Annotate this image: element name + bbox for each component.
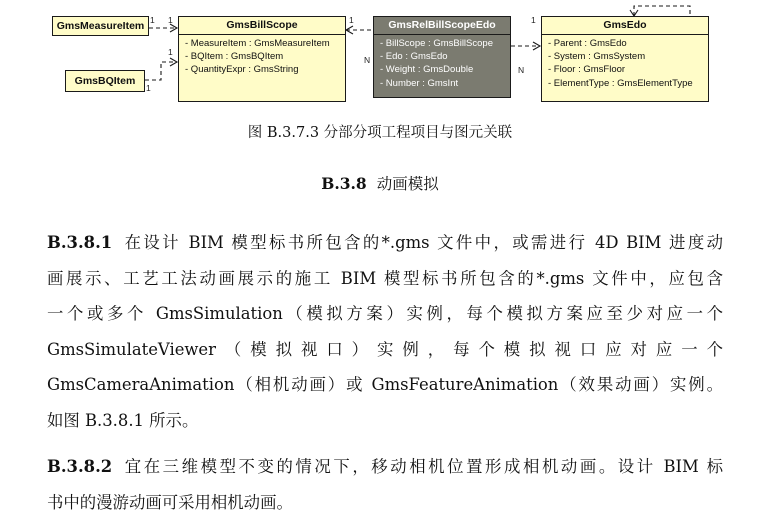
uml-attribute-list (179, 35, 345, 79)
uml-attribute: - BQItem : GmsBQItem (185, 51, 284, 63)
multiplicity-label: 1 (349, 15, 354, 25)
uml-class-gms-bq-item (65, 70, 145, 92)
figure-caption: 图 B.3.7.3 分部分项工程项目与图元关联 (247, 125, 513, 141)
uml-attribute: - ElementType : GmsElementType (548, 77, 693, 89)
uml-class-gms-measure-item (52, 16, 149, 36)
clause-number: B.3.8.1 (47, 233, 113, 252)
uml-attribute: - QuantityExpr : GmsString (185, 64, 299, 76)
multiplicity-label: 1 (168, 15, 173, 25)
multiplicity-label: N (518, 65, 525, 75)
uml-class-name: GmsMeasureItem (56, 19, 145, 32)
multiplicity-label: 1 (146, 83, 151, 93)
uml-class-gms-bill-scope (178, 16, 346, 102)
paragraph-line: 书中的漫游动画可采用相机动画。 (47, 492, 293, 512)
section-heading (0, 172, 760, 194)
uml-attribute: - MeasureItem : GmsMeasureItem (185, 38, 330, 49)
uml-attribute-list (374, 35, 510, 92)
clause-paragraph (47, 449, 723, 520)
uml-class-gms-edo (541, 16, 709, 102)
multiplicity-label: 1 (168, 47, 173, 57)
paragraph-line (47, 225, 723, 261)
paragraph-text: 在设计 BIM 模型标书所包含的*.gms 文件中，或需进行 4D BIM 进度动 (122, 233, 723, 252)
paragraph-line: 如图 B.3.8.1 所示。 (47, 410, 199, 430)
uml-attribute: - Weight : GmsDouble (380, 64, 474, 76)
multiplicity-label: N (364, 55, 371, 65)
uml-class-name: GmsEdo (542, 17, 708, 35)
paragraph-line: 画展示、工艺工法动画展示的施工 BIM 模型标书所包含的*.gms 文件中，应包含 (47, 268, 723, 288)
uml-attribute: - BillScope : GmsBillScope (380, 38, 493, 49)
paragraph-text: 宜在三维模型不变的情况下，移动相机位置形成相机动画。设计 BIM 标 (122, 457, 723, 476)
clause-number: B.3.8.2 (47, 457, 113, 476)
paragraph-line: GmsSimulateViewer（模拟视口）实例，每个模拟视口应对应一个 (47, 339, 723, 359)
uml-class-name: GmsBillScope (179, 17, 345, 35)
uml-attribute: - Edo : GmsEdo (380, 51, 448, 63)
section-title: 动画模拟 (376, 175, 439, 193)
paragraph-line: 一个或多个 GmsSimulation（模拟方案）实例，每个模拟方案应至少对应一个 (47, 304, 723, 323)
paragraph-line (47, 449, 723, 485)
uml-attribute: - System : GmsSystem (548, 51, 646, 63)
uml-class-gms-rel-bill-scope-edo (373, 16, 511, 98)
uml-attribute: - Number : GmsInt (380, 77, 459, 89)
uml-class-name: GmsRelBillScopeEdo (374, 17, 510, 35)
clause-paragraph (47, 225, 723, 438)
multiplicity-label: 1 (150, 15, 155, 25)
multiplicity-label: 1 (531, 15, 536, 25)
section-number: B.3.8 (321, 174, 367, 193)
uml-attribute-list (542, 35, 708, 92)
uml-attribute: - Floor : GmsFloor (548, 64, 626, 76)
uml-class-name: GmsBQItem (74, 74, 136, 87)
uml-attribute: - Parent : GmsEdo (548, 38, 627, 49)
paragraph-line: GmsCameraAnimation（相机动画）或 GmsFeatureAnimation（效果动画）实例。 (47, 375, 723, 394)
